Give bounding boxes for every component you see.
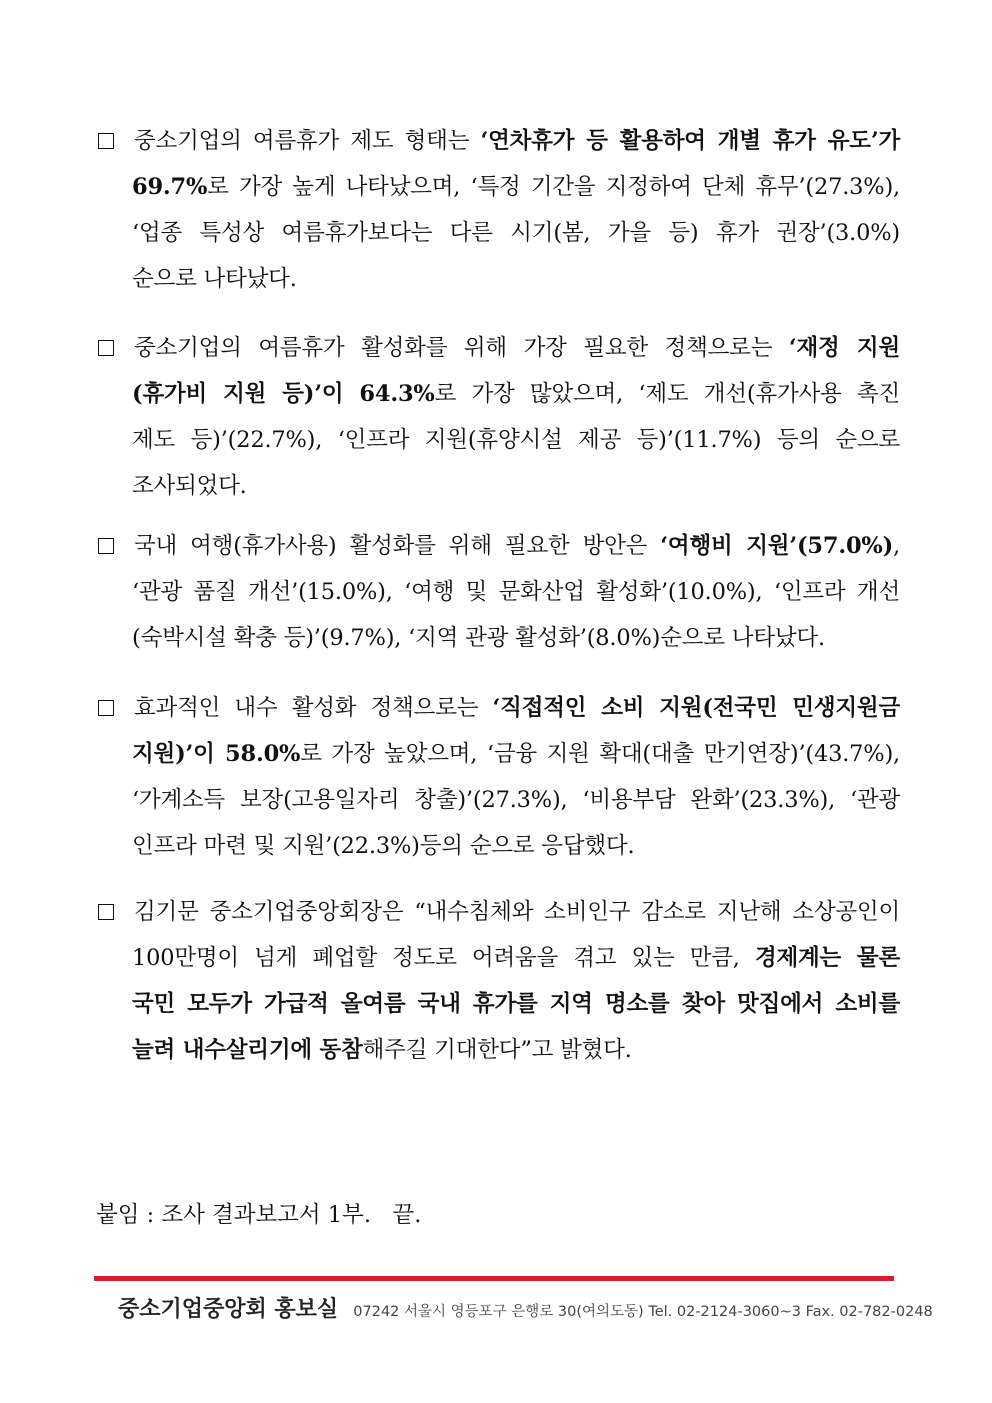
footer-divider xyxy=(94,1276,894,1281)
text-run: 로 가장 높게 나타났으며, ‘특정 기간을 지정하여 단체 휴무’(27.3%), xyxy=(207,174,900,200)
bold-text: ‘여행비 지원’(57.0%) xyxy=(660,533,894,559)
text-run: 해주길 기대한다”고 밝혔다. xyxy=(362,1037,632,1063)
square-bullet-icon xyxy=(98,340,114,356)
paragraph-line xyxy=(132,731,900,777)
square-bullet-icon xyxy=(98,133,114,149)
bold-text: ‘재정 지원 xyxy=(788,335,900,361)
bullet-paragraph xyxy=(96,523,900,661)
text-run: 100만명이 넘게 폐업할 정도로 어려움을 겪고 있는 만큼, xyxy=(132,945,755,971)
paragraph-line xyxy=(96,685,900,731)
paragraph-line xyxy=(132,256,900,302)
text-run: , xyxy=(893,533,900,559)
bullet-paragraph xyxy=(96,325,900,509)
paragraph-line xyxy=(96,118,900,164)
text-run: 중소기업의 여름휴가 제도 형태는 xyxy=(134,128,481,154)
paragraph-line xyxy=(132,569,900,615)
paragraph-line xyxy=(96,889,900,935)
bold-text: ‘연차휴가 등 활용하여 개별 휴가 유도’가 xyxy=(480,128,900,154)
paragraph-line xyxy=(132,463,900,509)
footer xyxy=(118,1292,933,1328)
text-run: 순으로 나타났다. xyxy=(132,266,297,292)
paragraph-line xyxy=(132,371,900,417)
paragraph-line xyxy=(132,1027,900,1073)
bullet-paragraph xyxy=(96,685,900,869)
paragraph-line xyxy=(132,210,900,256)
text-run: (숙박시설 확충 등)’(9.7%), ‘지역 관광 활성화’(8.0%)순으로 나타났다. xyxy=(132,625,825,651)
bold-text: 69.7% xyxy=(132,174,208,200)
square-bullet-icon xyxy=(98,538,114,554)
square-bullet-icon xyxy=(98,904,114,920)
paragraph-line xyxy=(132,935,900,981)
square-bullet-icon xyxy=(98,700,114,716)
text-run: 효과적인 내수 활성화 정책으로는 xyxy=(134,695,493,721)
footer-contact: 07242 서울시 영등포구 은행로 30(여의도동) Tel. 02-2124-3060~3 Fax. 02-782-0248 xyxy=(353,1304,933,1320)
footer-org: 중소기업중앙회 홍보실 xyxy=(118,1297,339,1322)
paragraph-line xyxy=(96,523,900,569)
bold-text: 경제계는 물론 xyxy=(754,945,901,971)
text-run: ‘관광 품질 개선’(15.0%), ‘여행 및 문화산업 활성화’(10.0%), ‘인프라 개선 xyxy=(132,579,900,605)
bold-text: 국민 모두가 가급적 올여름 국내 휴가를 지역 명소를 찾아 맛집에서 소비를 xyxy=(132,991,900,1017)
text-run: 로 가장 높았으며, ‘금융 지원 확대(대출 만기연장)’(43.7%), xyxy=(300,741,900,767)
text-run: 조사되었다. xyxy=(132,473,247,499)
text-run: 제도 등)’(22.7%), ‘인프라 지원(휴양시설 제공 등)’(11.7%) 등의 순으로 xyxy=(132,427,900,453)
bold-text: ‘직접적인 소비 지원(전국민 민생지원금 xyxy=(492,695,900,721)
text-run: 국내 여행(휴가사용) 활성화를 위해 필요한 방안은 xyxy=(134,533,661,559)
paragraph-line xyxy=(132,981,900,1027)
paragraph-line xyxy=(96,325,900,371)
paragraph-line xyxy=(132,164,900,210)
bold-text: 늘려 내수살리기에 동참 xyxy=(132,1037,363,1063)
text-run: 로 가장 많았으며, ‘제도 개선(휴가사용 촉진 xyxy=(434,381,900,407)
text-run: 김기문 중소기업중앙회장은 “내수침체와 소비인구 감소로 지난해 소상공인이 xyxy=(134,899,900,925)
text-run: 인프라 마련 및 지원’(22.3%)등의 순으로 응답했다. xyxy=(132,833,635,859)
paragraph-line xyxy=(132,777,900,823)
bold-text: 지원)’이 58.0% xyxy=(132,741,301,767)
paragraph-line xyxy=(132,417,900,463)
text-run: ‘업종 특성상 여름휴가보다는 다른 시기(봄, 가을 등) 휴가 권장’(3.0%) xyxy=(132,220,900,246)
text-run: ‘가계소득 보장(고용일자리 창출)’(27.3%), ‘비용부담 완화’(23.3%), ‘관광 xyxy=(132,787,900,813)
text-run: 중소기업의 여름휴가 활성화를 위해 가장 필요한 정책으로는 xyxy=(134,335,789,361)
paragraph-line xyxy=(132,615,900,661)
bold-text: (휴가비 지원 등)’이 64.3% xyxy=(132,381,435,407)
attachment-note: 붙임 : 조사 결과보고서 1부. 끝. xyxy=(96,1202,422,1228)
paragraph-line xyxy=(132,823,900,869)
bullet-paragraph xyxy=(96,118,900,302)
bullet-paragraph xyxy=(96,889,900,1073)
